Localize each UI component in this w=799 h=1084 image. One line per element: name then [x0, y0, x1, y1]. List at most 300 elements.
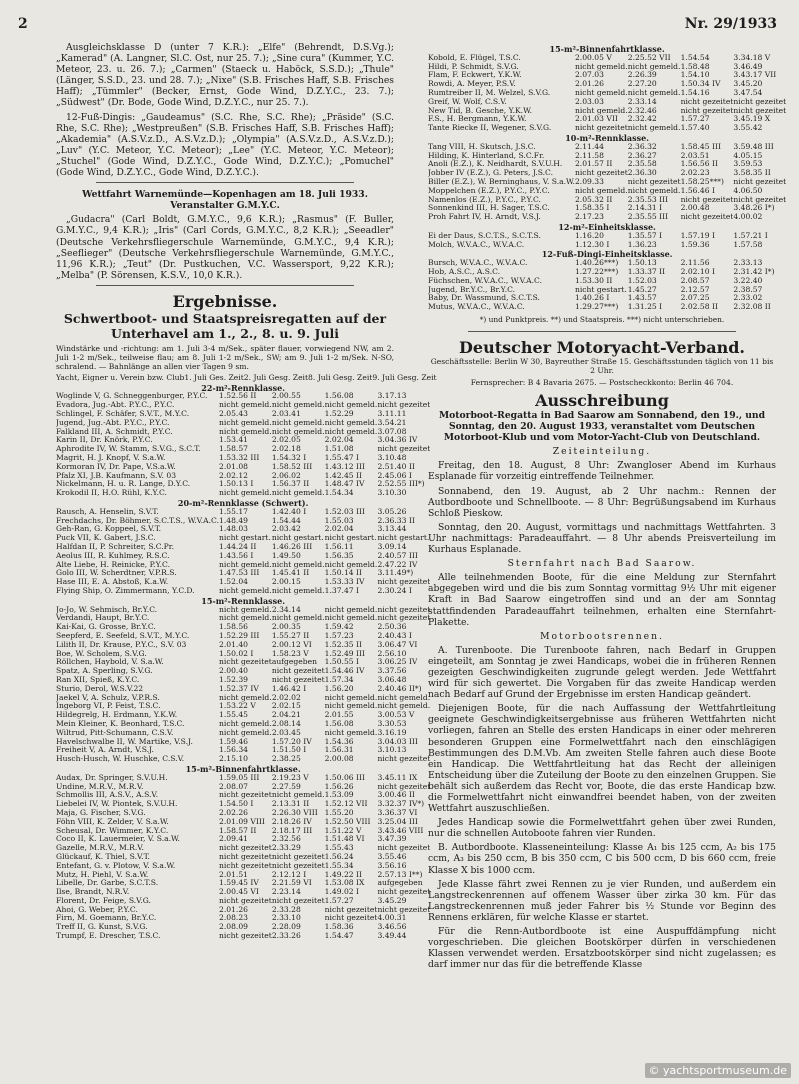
time-cell: 3.11.49*) — [377, 569, 414, 578]
result-row — [56, 623, 430, 632]
result-row — [56, 463, 430, 472]
result-row — [56, 614, 430, 623]
time-cell: 3.37.56 — [377, 667, 407, 676]
results-table-right — [428, 44, 786, 312]
time-cell: 1.53.30 II — [574, 276, 613, 285]
result-row — [428, 124, 786, 133]
time-cell: 2.02.23 — [680, 169, 710, 178]
class-heading — [56, 498, 430, 508]
time-cell: 1.52.37 IV — [219, 684, 259, 693]
time-cell: nicht gezeitet — [271, 667, 325, 676]
time-cell: 1.16.20 — [574, 231, 604, 240]
time-cell: 2.33.14 — [627, 97, 657, 106]
time-cell: 2.02.12 — [219, 471, 249, 480]
yacht-entry: Flam, F. Eckwert, Y.K.W. — [428, 71, 522, 80]
time-cell: nicht gezeitet — [324, 905, 378, 914]
time-cell: 1.56.20 — [324, 684, 354, 693]
time-cell: 2.01.08 — [219, 462, 249, 471]
time-cell: 1.59.46 — [219, 737, 249, 746]
time-cell: 1.49.50 — [271, 551, 301, 560]
time-cell: 3.13.44 — [377, 525, 407, 534]
footnote: *) und Punktpreis. **) und Staatspreis. ***) nicht unterschrieben. — [479, 314, 725, 324]
time-cell: 3.06.47 VI — [377, 640, 418, 649]
time-cell: nicht gemeld. — [219, 719, 272, 728]
result-row — [428, 268, 786, 277]
time-cell: nicht gemeld. — [219, 605, 272, 614]
time-cell: 2.00.12 VI — [271, 640, 312, 649]
time-cell: nicht gemeld. — [627, 186, 681, 195]
result-row — [56, 862, 430, 871]
yacht-entry: Ilse, Brandt, N.R.V. — [56, 888, 130, 897]
time-cell: 2.02.10 I — [680, 267, 715, 276]
time-cell: 1.59.45 IV — [219, 879, 259, 888]
time-cell: 3.59.53 — [733, 160, 763, 169]
time-cell: 1.59.05 III — [219, 773, 260, 782]
result-row — [56, 534, 430, 543]
yacht-entry: Mein Kleiner, K. Beonhard, T.S.C. — [56, 719, 185, 728]
time-cell: nicht gemeld. — [219, 560, 272, 569]
yacht-entry: Rausch, A. Henselin, S.V.T. — [56, 507, 159, 516]
time-cell: nicht gezeitet — [219, 852, 272, 861]
result-row — [428, 277, 786, 286]
time-cell: 2.07.25 — [680, 294, 710, 303]
result-row — [56, 879, 430, 888]
time-cell: 2.03.45 — [271, 728, 301, 737]
yacht-entry: Maja, G. Fischer, S.V.G. — [56, 808, 146, 817]
time-cell: nicht gemeld. — [324, 427, 378, 436]
yacht-entry: Mutz, H. Piehl, V. S.a.W. — [56, 870, 149, 879]
col-day1: 1. Juli Ges. Zeit — [184, 373, 244, 382]
result-row — [56, 914, 430, 923]
yacht-entry: Anoli (E.Z.), K. Neidhardt, S.V.U.H. — [428, 160, 563, 169]
time-cell: 3.56.16 — [377, 861, 407, 870]
time-cell: 2.33.13 — [733, 259, 763, 268]
time-cell: nicht gemeld. — [574, 186, 628, 195]
time-cell: 1.48.47 IV — [324, 480, 365, 489]
time-cell: 1.52.50 VIII — [324, 817, 371, 826]
yacht-entry: Greif, W. Wolf, C.S.V. — [428, 97, 507, 106]
time-cell: nicht gestart. — [271, 534, 324, 543]
time-cell: 3.43.17 VII — [733, 71, 777, 80]
time-cell: 3.45.20 — [733, 80, 763, 89]
time-cell: nicht gezeitet — [377, 755, 431, 764]
time-cell: nicht gezeitet — [324, 914, 378, 923]
time-cell: 1.47.53 III — [219, 569, 260, 578]
result-row — [428, 152, 786, 161]
result-row — [56, 392, 430, 401]
yacht-entry: Jugend, Jug.-Abt. P.Y.C., P.Y.C. — [56, 418, 170, 427]
time-cell: nicht gezeitet — [219, 896, 272, 905]
time-cell: 1.54.34 — [324, 489, 354, 498]
time-cell: 2.38.57 — [733, 285, 763, 294]
yacht-entry: F.S., H. Bergmann, Y.K.W. — [428, 115, 527, 124]
time-cell: aufgegeben — [271, 658, 318, 667]
time-cell: nicht gemeld. — [271, 791, 325, 800]
time-cell: 3.10.30 — [377, 489, 407, 498]
time-cell: 1.57.27 — [680, 115, 710, 124]
yacht-entry: Schlingel, F. Schäfer, S.V.T., M.Y.C. — [56, 410, 190, 419]
time-cell: 1.56.46 I — [680, 186, 715, 195]
time-cell: 2.01.51 — [219, 870, 249, 879]
result-row — [56, 897, 430, 906]
class-heading — [428, 44, 786, 54]
time-cell: nicht gemeld. — [271, 418, 325, 427]
class-name: 20-m²-Rennklasse (Schwert). — [177, 498, 309, 508]
result-row — [428, 213, 786, 222]
time-cell: nicht gezeitet — [219, 658, 272, 667]
time-cell: nicht gemeld. — [271, 587, 325, 595]
time-cell: 1.44.24 II — [219, 543, 257, 552]
rennen-heading: Motorbootsrennen. — [540, 630, 664, 642]
time-cell: 2.07.03 — [574, 71, 604, 80]
result-row — [56, 454, 430, 463]
time-cell: 2.36.30 — [627, 169, 657, 178]
zeit-heading: Zeiteinteilung. — [552, 446, 652, 458]
time-cell: 3.04.36 IV — [377, 436, 418, 445]
time-cell: 1.58.45 III — [680, 142, 721, 151]
yacht-entry: Firn, M. Goemann, Br.Y.C. — [56, 914, 157, 923]
time-cell: 1.52.29 III — [219, 631, 260, 640]
time-cell: 1.55.20 — [324, 808, 354, 817]
time-cell: 1.58.48 — [680, 62, 710, 71]
time-cell: nicht gezeitet — [377, 888, 431, 897]
result-row — [56, 552, 430, 561]
time-cell: 2.18.26 IV — [271, 817, 312, 826]
time-cell: 3.22.40 — [733, 276, 763, 285]
zeit-item: Freitag, den 18. August, 8 Uhr: Zwangloser Abend im Kurhaus Esplanade für vorzeitig eintreffende Teilnehmer. — [428, 460, 776, 483]
time-cell: 1.56.26 — [324, 782, 354, 791]
result-row — [56, 489, 430, 498]
time-cell: 2.23.14 — [271, 888, 301, 897]
result-row — [56, 738, 430, 747]
time-cell: 1.12.30 I — [574, 240, 610, 249]
time-cell: 2.32.42 — [627, 115, 657, 124]
time-cell: 2.09.41 — [219, 835, 249, 844]
time-cell: 1.58.36 — [324, 923, 354, 932]
time-cell: nicht gestart. — [377, 534, 430, 543]
time-cell: nicht gezeitet — [680, 106, 734, 115]
yacht-entry: Moppelchen (E.Z.), P.Y.C., P.Y.C. — [428, 186, 550, 195]
time-cell: 3.05.26 — [377, 507, 407, 516]
time-cell: 1.57.23 — [324, 631, 354, 640]
time-cell: 1.43.57 — [627, 294, 657, 303]
time-cell: 3.54.21 — [377, 418, 407, 427]
time-cell: 3.06.25 IV — [377, 658, 418, 667]
result-row — [56, 729, 430, 738]
time-cell: 2.02.04 — [324, 525, 354, 534]
ausschreibung-lead: Motorboot-Regatta in Bad Saarow am Sonnabend, den 19., und Sonntag, den 20. August 1933, veranstaltet vom Deutschen Motorboot-Klub und vom Motor-Yacht-Club von Deutschland. — [438, 410, 766, 444]
time-cell: 1.50.02 I — [219, 649, 254, 658]
time-cell: 3.09.14 — [377, 543, 407, 552]
time-cell: 1.51.08 — [324, 445, 354, 454]
time-cell: 1.35.57 I — [627, 231, 663, 240]
warnemuende-title: Wettfahrt Warnemünde—Kopenhagen am 18. Juli 1933. Veranstalter G.M.Y.C. — [82, 189, 368, 212]
time-cell: 2.28.09 — [271, 923, 301, 932]
time-cell: 1.54.32 I — [271, 454, 307, 463]
col-day9: 9. Juli Gesg. Zeit — [372, 373, 437, 382]
result-row — [56, 791, 430, 800]
time-cell: nicht gemeld. — [219, 401, 272, 410]
time-cell: 1.52.03 III — [324, 507, 366, 516]
result-row — [56, 906, 430, 915]
result-row — [56, 517, 430, 526]
time-cell: 2.27.59 — [271, 782, 301, 791]
yacht-entry: Puck VII, K. Gabert, J.S.C. — [56, 534, 156, 543]
time-cell: 1.59.36 — [680, 240, 710, 249]
time-cell: 1.57.58 — [733, 240, 763, 249]
class-heading — [428, 249, 786, 259]
divider — [96, 182, 354, 183]
time-cell: 2.35.53 III — [627, 195, 669, 204]
results-column-header — [56, 374, 437, 383]
time-cell: 3.00.46 II — [377, 791, 415, 800]
time-cell: 3.59.48 III — [733, 142, 774, 151]
result-row — [56, 480, 430, 489]
result-row — [428, 169, 786, 178]
time-cell: 2.57.13 I**) — [377, 870, 423, 879]
result-row — [56, 694, 430, 703]
time-cell: 3.48.26 I*) — [733, 204, 775, 213]
class-heading — [428, 133, 786, 143]
time-cell: 1.56.24 — [324, 852, 354, 861]
time-cell: 3.47.39 — [377, 835, 407, 844]
time-cell: 1.52.03 — [627, 276, 657, 285]
time-cell: 1.57.20 IV — [271, 737, 312, 746]
time-cell: nicht gezeitet — [733, 106, 787, 115]
result-row — [56, 720, 430, 729]
yacht-entry: Havelschwalbe II, W. Martike, V.S.J. — [56, 737, 193, 746]
yacht-entry: Falkland III, A. Schmidt, P.Y.C. — [56, 427, 173, 436]
time-cell: 2.36.27 — [627, 151, 657, 160]
result-row — [428, 63, 786, 72]
yacht-entry: Scheusal, Dr. Wimmer, K.Y.C. — [56, 826, 169, 835]
time-cell: nicht gestart. — [574, 285, 627, 294]
time-cell: 2.30.24 I — [377, 587, 412, 595]
time-cell: 2.03.03 — [574, 97, 604, 106]
time-cell: 1.50.13 — [627, 259, 657, 268]
time-cell: 1.56.08 — [324, 719, 354, 728]
time-cell: 2.32.46 — [627, 106, 657, 115]
time-cell: 2.05.32 II — [574, 195, 613, 204]
time-cell: 2.01.09 VIII — [219, 817, 265, 826]
zeit-item: Sonnabend, den 19. August, ab 2 Uhr nachm.: Rennen der Autbordboote und Schnellboote. — 8 Uhr: Begrüßungsabend im Kurhaus Schloß Pieskow. — [428, 485, 776, 519]
time-cell: nicht gemeld. — [324, 693, 378, 702]
yacht-entry: Sturio, Derol, W.S.V.22 — [56, 684, 144, 693]
time-cell: 2.00.48 — [680, 204, 710, 213]
yacht-entry: Jobber IV (E.Z.), G. Peters, J.S.C. — [428, 169, 553, 178]
time-cell: 2.01.57 II — [574, 160, 613, 169]
result-row — [56, 569, 430, 578]
time-cell: 2.38.25 — [271, 755, 301, 764]
result-row — [56, 587, 430, 596]
time-cell: 2.33.29 — [271, 844, 301, 853]
time-cell: 3.49.44 — [377, 932, 407, 941]
yacht-entry: Trumpf, E. Drescher, T.S.C. — [56, 932, 161, 941]
time-cell: nicht gemeld. — [377, 702, 431, 711]
class-name: 12-Fuß-Dingi-Einheitsklasse. — [541, 249, 673, 260]
time-cell: nicht gezeitet — [733, 195, 787, 204]
ausschreibung-title: Ausschreibung — [535, 391, 669, 410]
time-cell: 1.52.39 — [219, 675, 249, 684]
result-row — [56, 428, 430, 437]
time-cell: 1.51.22 V — [324, 826, 362, 835]
time-cell: 2.47.22 IV — [377, 560, 418, 569]
time-cell: 1.58.25***) — [680, 177, 724, 186]
dingis-paragraph: 12-Fuß-Dingis: „Gaudeamus" (S.C. Rhe, S.C. Rhe); „Präside" (S.C. Rhe, S.C. Rhe); „Westpreußen" (S.B. Frisches Haff, S.B. Frisches Haff); „Akademia" (A.S.V.z.D., A.S.V.z.D.); „Olympia" (A.S.V.z.D., A.S.V.z.D.); „Luv" (Y.C. Meteor, Y.C. Meteor); „Lee" (Y.C. Meteor, Y.C. Meteor); „Stuchel" (Gode Wind, D.Z.Y.C., Gode Wind, D.Z.Y.C.); „Pomuchel" (Gode Wind, D.Z.Y.C., Gode Wind, D.Z.Y.C.). — [56, 111, 394, 179]
result-row — [56, 561, 430, 570]
watermark: © yachtsportmuseum.de — [645, 1063, 791, 1078]
time-cell: nicht gezeitet — [377, 844, 431, 853]
time-cell: 2.01.55 — [324, 711, 354, 720]
time-cell: 2.32.56 — [271, 835, 301, 844]
yacht-entry: Ran XII, Spieß, K.Y.C. — [56, 675, 140, 684]
time-cell: 1.58.57 II — [219, 826, 257, 835]
time-cell: 2.00.40 — [219, 667, 249, 676]
time-cell: nicht gezeitet — [377, 445, 431, 454]
yacht-entry: Hilding, K. Hinterland, S.C.Fr. — [428, 151, 545, 160]
time-cell: 2.40.46 II*) — [377, 684, 422, 693]
time-cell: 3.17.13 — [377, 392, 407, 401]
yacht-entry: Jugend, Br.Y.C., Br.Y.C. — [428, 285, 516, 294]
yacht-entry: Verdandi, Haupt, Br.Y.C. — [56, 614, 150, 623]
time-cell: 2.35.55 III — [627, 213, 669, 222]
yacht-entry: Libelle, Dr. Garbe, S.C.T.S. — [56, 879, 159, 888]
time-cell: 1.48.03 — [219, 525, 249, 534]
time-cell: nicht gezeitet — [271, 861, 325, 870]
result-row — [56, 702, 430, 711]
class-heading — [56, 383, 430, 393]
time-cell: 1.52.35 II — [324, 640, 363, 649]
yacht-entry: Seepferd, E. Seefeld, S.V.T., M.Y.C. — [56, 631, 190, 640]
result-row — [428, 54, 786, 63]
result-row — [56, 508, 430, 517]
time-cell: 3.47.54 — [733, 88, 763, 97]
time-cell: nicht gemeld. — [324, 605, 378, 614]
time-cell: nicht gezeitet — [627, 177, 681, 186]
yacht-entry: Audax, Dr. Springer, S.V.U.H. — [56, 773, 168, 782]
time-cell: 1.56.56 II — [680, 160, 718, 169]
yacht-entry: Tante Riecke II, Wegener, S.V.G. — [428, 124, 552, 133]
time-cell: 1.58.35 I — [574, 204, 610, 213]
time-cell: 2.00.55 — [271, 392, 301, 401]
time-cell: nicht gemeld. — [219, 418, 272, 427]
verband-phone: Fernsprecher: B 4 Bavaria 2675. — Postscheckkonto: Berlin 46 704. — [470, 378, 734, 387]
class-name: 15-m²-Rennklasse. — [201, 595, 286, 606]
yacht-entry: Föhn VIII, K. Zelder, V. S.a.W. — [56, 817, 169, 826]
time-cell: 2.40.57 III — [377, 551, 418, 560]
time-cell: 1.58.56 — [219, 623, 249, 632]
time-cell: nicht gemeld. — [271, 427, 325, 436]
result-row — [428, 204, 786, 213]
time-cell: 1.54.47 — [324, 932, 354, 941]
time-cell: nicht gemeld. — [324, 614, 378, 623]
time-cell: nicht gezeitet — [271, 852, 325, 861]
time-cell: 1.56.31 — [324, 746, 354, 755]
time-cell: 1.57.40 — [680, 124, 710, 133]
time-cell: nicht gezeitet — [574, 169, 628, 178]
time-cell: 1.36.23 — [627, 240, 657, 249]
result-row — [56, 419, 430, 428]
time-cell: 1.55.43 — [324, 844, 354, 853]
time-cell: 1.51.48 VI — [324, 835, 365, 844]
time-cell: 2.36.32 — [627, 142, 657, 151]
time-cell: 1.43.12 III — [324, 462, 366, 471]
yacht-entry: Golo III, W. Scherdtner, V.P.R.S. — [56, 569, 177, 578]
time-cell: 1.54.46 IV — [324, 667, 365, 676]
result-row — [428, 187, 786, 196]
time-cell: nicht gemeld. — [271, 560, 325, 569]
time-cell: 2.03.51 — [680, 151, 710, 160]
time-cell: nicht gemeld. — [627, 62, 681, 71]
time-cell: 2.35.58 — [627, 160, 657, 169]
time-cell: nicht gezeitet — [680, 97, 734, 106]
time-cell: 3.46.56 — [377, 923, 407, 932]
time-cell: nicht gestart. — [219, 534, 271, 543]
yacht-entry: Füchschen, W.V.A.C., W.V.A.C. — [428, 276, 543, 285]
time-cell: 1.27.22***) — [574, 267, 619, 276]
class-heading — [428, 222, 786, 232]
yacht-entry: Halfdan II, P. Schreiter, S.C.Pr. — [56, 543, 174, 552]
time-cell: 2.34.14 — [271, 605, 301, 614]
yacht-entry: Geh-Ran, G. Koppeel, S.V.T. — [56, 525, 162, 534]
time-cell: 2.33.28 — [271, 905, 301, 914]
rennen-paragraph: Jede Klasse fährt zwei Rennen zu je vier Runden, und außerdem ein Langstreckenrennen auf offenem Wasser über zirka 30 km. Für das Langstreckenrennen muß jeder Fahrer bis ½ Stunde vor Beginn des Rennens erklären, für welche Klasse er startet. — [428, 878, 776, 923]
time-cell: 3.00.53 V — [377, 711, 415, 720]
time-cell: 1.56.11 — [324, 543, 354, 552]
result-row — [428, 107, 786, 116]
time-cell: 1.52.56 II — [219, 392, 257, 401]
time-cell: nicht gemeld. — [324, 418, 378, 427]
time-cell: 1.54.44 — [271, 516, 301, 525]
time-cell: 2.09.33 — [574, 177, 604, 186]
time-cell: 1.53.32 III — [219, 454, 260, 463]
yacht-entry: Wiltrud, Pitt-Schumann, C.S.V. — [56, 728, 174, 737]
time-cell: 3.45.19 X — [733, 115, 771, 124]
time-cell: 2.02.18 — [271, 445, 301, 454]
time-cell: nicht gezeitet — [219, 791, 272, 800]
time-cell: 1.31.25 I — [627, 303, 663, 312]
result-row — [56, 835, 430, 844]
time-cell: 1.33.37 II — [627, 267, 666, 276]
time-cell: 2.13.31 II — [271, 800, 310, 809]
class-name: 10-m²-Rennklasse. — [565, 132, 649, 143]
yacht-entry: Mutus, W.V.A.C., W.V.A.C. — [428, 303, 525, 312]
time-cell: nicht gemeld. — [324, 728, 378, 737]
time-cell: 3.58.35 II — [733, 169, 771, 178]
time-cell: 1.55.45 — [219, 711, 249, 720]
result-row — [56, 410, 430, 419]
yacht-entry: Undine, M.R.V., M.R.V. — [56, 782, 144, 791]
time-cell: 2.08.57 — [680, 276, 710, 285]
time-cell: nicht gezeitet — [271, 896, 325, 905]
time-cell: 1.52.04 — [219, 578, 249, 587]
right-column — [428, 44, 787, 973]
time-cell: 1.50.06 III — [324, 773, 366, 782]
time-cell: 2.02.02 — [271, 693, 301, 702]
time-cell: 2.02.05 — [271, 436, 301, 445]
yacht-entry: New Tid, B. Gesche, Y.K.W. — [428, 106, 532, 115]
time-cell: 3.55.46 — [377, 852, 407, 861]
yacht-entry: Karin II, Dr. Knörk, P.Y.C. — [56, 436, 153, 445]
time-cell: 2.03.42 — [271, 525, 301, 534]
class-heading — [56, 596, 430, 606]
result-row — [56, 923, 430, 932]
time-cell: 1.51.50 I — [271, 746, 307, 755]
time-cell: nicht gezeitet — [680, 213, 734, 222]
time-cell: 2.02.04 — [324, 436, 354, 445]
time-cell: 2.06.02 — [271, 471, 301, 480]
zeit-item: Sonntag, den 20. August, vormittags und nachmittags Wettfahrten. 3 Uhr nachmittags: Paradeauffahrt. — 8 Uhr abends Preisverteilung im Kurhaus Esplanade. — [428, 521, 776, 556]
